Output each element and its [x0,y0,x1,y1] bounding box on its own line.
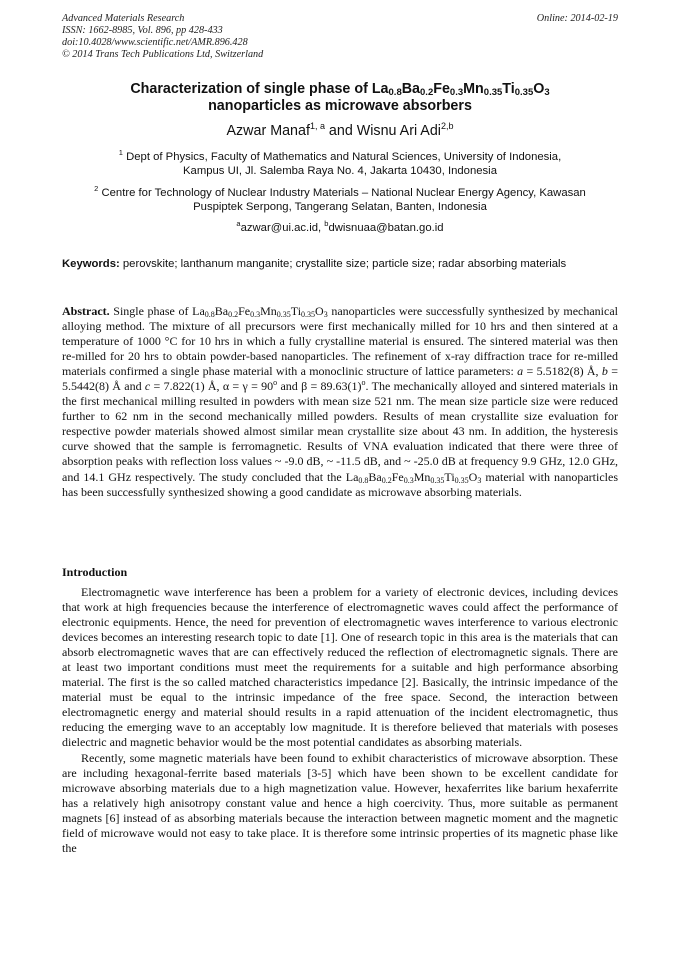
abstract-text: Single phase of [109,304,193,318]
title-subscript: 0.3 [449,87,464,98]
variable: c [144,379,151,394]
copyright-line: © 2014 Trans Tech Publications Ltd, Switzerland [62,49,264,60]
variable: b [601,364,608,379]
affiliation-line: Kampus UI, Jl. Salemba Raya No. 4, Jakarta 10430, Indonesia [183,165,497,178]
journal-name: Advanced Materials Research [62,13,185,24]
formula: $La_{0.8}Ba_{0.2}Fe_{0.3}Mn_{0.35}Ti_{0.35}O_3$ [192,304,328,319]
section-heading-introduction: Introduction [62,565,128,579]
abstract [62,304,618,500]
paragraph: Electromagnetic wave interference has been a problem for a variety of electronic devices, including devices that work at high frequencies because the interference of electromagnetic waves could affect the performance of electronic equipments. Hence, the need for prevention of electromagnetic waves interference to various electronic devices becomes an interesting research topic to date [1]. One of research topic in this area is the materials that can absorb electromagnetic waves that are can effectively reduced the reflection of electromagnetic signals. There are at least two important conditions must meet the requirements for a suitable and high performance absorbing material. The first is the so called matched characteristics impedance [2]. Basically, the intrinsic impedance of the material must be equal to the intrinsic impedance of the free space. Second, the interaction between electromagnetic energy and material should results in a rapid attenuation of the incident electromagnetic, thus reducing the emerging wave to an acceptably low magnitude. It is therefore believed that materials with poseses dielectric and magnetic behavior would be the most potential candidates as absorbing materials. [62,585,618,750]
variable: a [517,364,524,379]
title-subscript: 0.35 [483,87,503,98]
email-address[interactable]: azwar@ui.ac.id, [240,222,325,234]
keywords-label: Keywords: [62,258,120,270]
title-text: O [533,81,545,97]
introduction-body [62,585,618,856]
author-affiliation-mark: 2,b [440,121,454,131]
title-subscript: 3 [544,87,550,98]
abstract-text: = 7.822(1) Å, α = γ = 90 [150,379,274,394]
affiliation-number: 2 [94,184,99,193]
keywords [62,257,618,271]
abstract-text: and β = 89.63(1) [277,379,362,394]
online-date: Online: 2014-02-19 [536,13,618,24]
paper-title [62,81,618,115]
title-text: Fe [433,81,450,97]
title-subscript: 0.35 [514,87,534,98]
email-mark: a [236,219,241,228]
affiliation-2 [62,186,618,214]
affiliation-number: 1 [118,148,123,157]
title-line-2: nanoparticles as microwave absorbers [208,98,472,114]
abstract-label: Abstract. [62,304,110,318]
abstract-text: material with nanoparticles has been successfully synthesized showing a good candidate as microwave absorbing materials. [62,469,618,499]
affiliation-line: Centre for Technology of Nuclear Industry Materials – National Nuclear Energy Agency, Kawasan [101,187,586,199]
keywords-text: perovskite; lanthanum manganite; crystallite size; particle size; radar absorbing materials [119,258,567,270]
paragraph: Recently, some magnetic materials have been found to exhibit characteristics of microwave absorption. These are including hexagonal-ferrite based materials [3-5] which have been shown to be excellent candidate for microwave absorbing materials due to a high magnetization value. However, hexaferrites like barium hexaferrite has a relatively high anisotropy constant value and hence a high coercivity. Thus, more suitable as permanent magnets [6] instead of as absorbing materials because the interaction between magnetic moment and the magnetic field of microwave would not easy to take place. It is therefore some intrinsic properties of its magnetic phase like the [62,750,618,855]
abstract-text: = 5.5182(8) Å, [523,364,602,379]
title-subscript: 0.8 [388,87,402,98]
formula: $La_{0.8}Ba_{0.2}Fe_{0.3}Mn_{0.35}Ti_{0.35}O_3$ [345,469,482,485]
abstract-text: nanoparticles were successfully synthesized by mechanical alloying method. The mixture of all precursors were first mechanically milled for 10 hrs and then sintered at a temperature of 1000 °C for 10 hrs in which a fully crystalline material is ensured. The sintered material was then re-milled for 20 hrs to obtain powder-based nanoparticles. The refinement of x-ray diffraction trace for re-milled materials confirmed a single phase material with a monoclinic structure of lattice parameters: [62,304,618,379]
author-name: and Wisnu Ari Adi [324,123,441,139]
title-text: Ti [502,81,515,97]
running-header [62,13,618,61]
affiliation-line: Puspiptek Serpong, Tangerang Selatan, Banten, Indonesia [193,201,487,214]
doi-line: doi:10.4028/www.scientific.net/AMR.896.428 [62,37,248,48]
title-text: Ba [401,81,421,97]
email-mark: b [324,219,329,228]
email-address[interactable]: dwisnuaa@batan.go.id [328,222,444,234]
author-name: Azwar Manaf [226,123,310,139]
affiliation-1 [62,150,618,178]
degree-mark: o [361,378,366,388]
issn-line: ISSN: 1662-8985, Vol. 896, pp 428-433 [62,25,223,36]
author-emails [62,221,618,235]
title-text: Mn [463,81,484,97]
author-list [62,123,618,140]
affiliation-line: Dept of Physics, Faculty of Mathematics and Natural Sciences, University of Indonesia, [126,151,562,163]
title-subscript: 0.2 [420,87,434,98]
abstract-text: . The mechanically alloyed and sintered materials in the first mechanical milling resulted in powders with mean size 521 nm. The mean size particle size were reduced further to 62 nm in the second mechanically milled powders. Results of mean crystallite size evaluation for respective powder materials showed almost similar mean crystallite size about 43 nm. In addition, the hysteresis curve showed that the sample is ferromagnetic. Results of VNA evaluation indicated that there were three of absorption peaks with reflection loss values ~ -9.0 dB, ~ -11.5 dB, and ~ -25.0 dB at frequency 9.9 GHz, 12.0 GHz, and 14.1 GHz respectively. The study concluded that the [62,379,618,484]
degree-mark: o [273,378,278,388]
title-text: Characterization of single phase of La [130,81,389,97]
author-affiliation-mark: 1, a [309,121,325,131]
abstract-text: = 5.5442(8) Å and [62,364,618,394]
